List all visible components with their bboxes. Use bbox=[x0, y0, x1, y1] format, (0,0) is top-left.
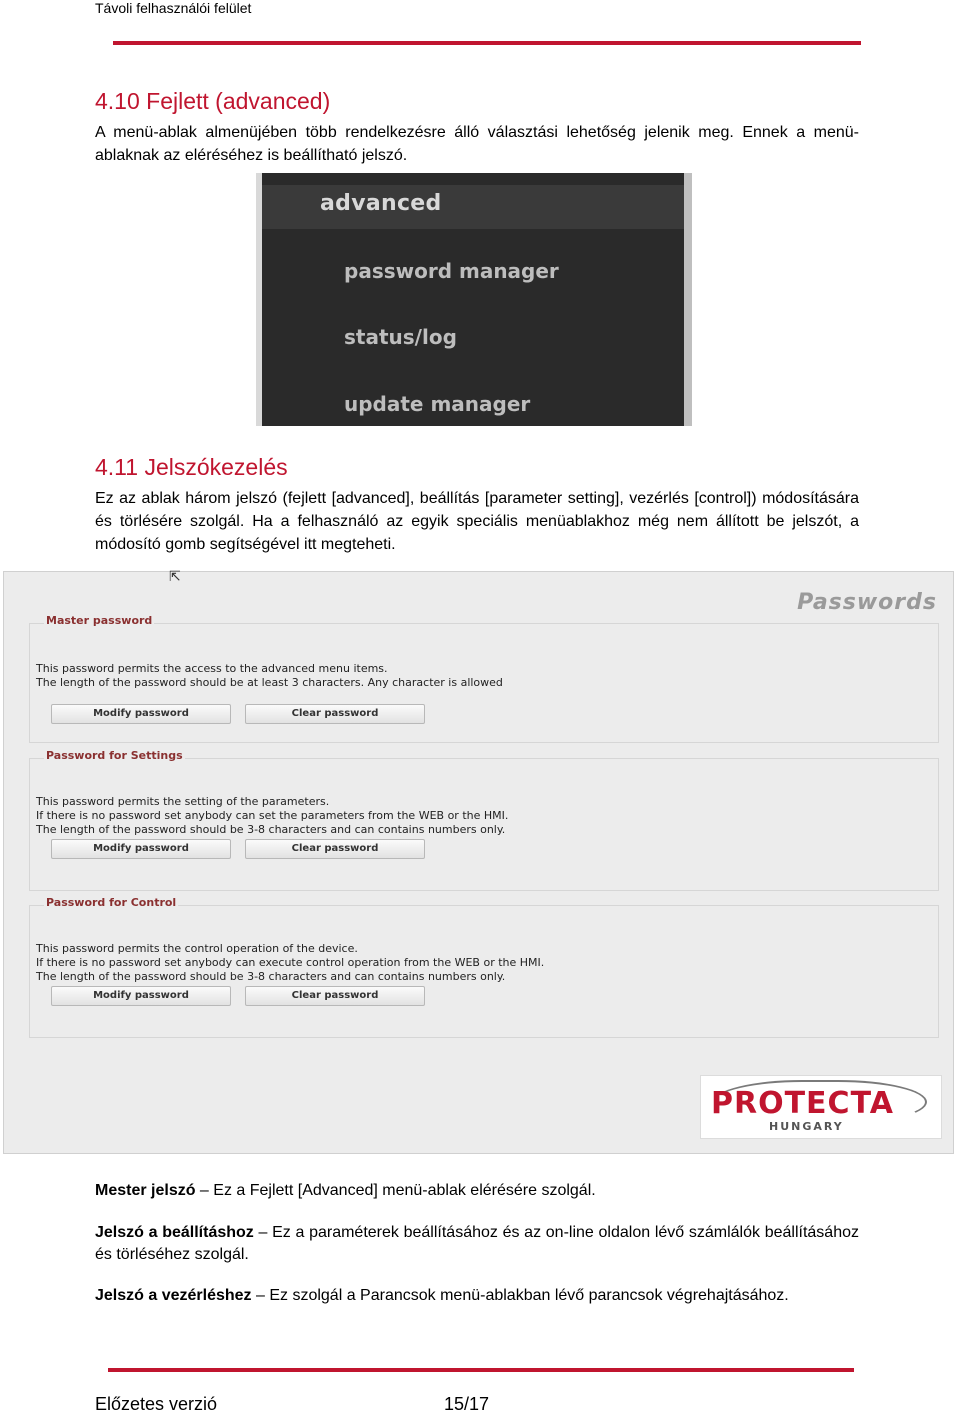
heading-passwords: 4.11 Jelszókezelés bbox=[95, 454, 288, 480]
logo-main-text: PROTECTA bbox=[711, 1086, 894, 1121]
settings-password-section bbox=[29, 749, 939, 891]
footer-version: Előzetes verzió bbox=[95, 1394, 218, 1412]
control-password-section bbox=[29, 896, 939, 1038]
definition-text: – Ez a paraméterek beállításához és az on-line oldalon lévő számlálók beállításához és törléséhez szolgál. bbox=[95, 1224, 860, 1263]
advanced-menu-screenshot bbox=[256, 173, 692, 426]
clear-settings-password-button[interactable]: Clear password bbox=[245, 839, 425, 859]
description-line: The length of the password should be at least 3 characters. Any character is allowed bbox=[36, 676, 503, 689]
menu-item-password-manager[interactable]: password manager bbox=[344, 259, 559, 283]
definition-text: – Ez a Fejlett [Advanced] menü-ablak elérésére szolgál. bbox=[195, 1182, 596, 1199]
section-description bbox=[36, 662, 503, 690]
description-line: This password permits the control operation of the device. bbox=[36, 942, 358, 955]
paragraph-advanced: A menü-ablak almenüjében több rendelkezésre álló választási lehetőség jelenik meg. Ennek a menü-ablaknak az eléréséhez is beállítható jelszó. bbox=[95, 124, 859, 164]
definition-settings-password bbox=[95, 1222, 859, 1266]
description-line: If there is no password set anybody can execute control operation from the WEB or the HMI. bbox=[36, 956, 545, 969]
description-line: The length of the password should be 3-8 characters and can contains numbers only. bbox=[36, 970, 506, 983]
paragraph-passwords: Ez az ablak három jelszó (fejlett [advanced], beállítás [parameter setting], vezérlés [control]) módosítására és törlésére szolgál. Ha a felhasználó az egyik speciális menüablakhoz még nem állított be jelszót, a módosító gomb segítségével itt megteheti. bbox=[95, 490, 859, 553]
section-label: Master password bbox=[46, 614, 153, 627]
section-label: Password for Control bbox=[46, 896, 177, 909]
footer-rule bbox=[108, 1368, 854, 1372]
definition-term: Jelszó a vezérléshez bbox=[95, 1287, 252, 1304]
mouse-cursor-icon: ⇱ bbox=[169, 568, 181, 584]
description-line: This password permits the setting of the parameters. bbox=[36, 795, 330, 808]
advanced-menu bbox=[262, 173, 686, 426]
clear-master-password-button[interactable]: Clear password bbox=[245, 704, 425, 724]
passwords-window-title: Passwords bbox=[797, 590, 937, 615]
definition-text: – Ez szolgál a Parancsok menü-ablakban lévő parancsok végrehajtásához. bbox=[251, 1287, 789, 1304]
modify-master-password-button[interactable]: Modify password bbox=[51, 704, 231, 724]
menu-item-update-manager[interactable]: update manager bbox=[344, 392, 531, 416]
definition-master-password bbox=[95, 1180, 859, 1202]
footer-page-number: 15/17 bbox=[444, 1394, 490, 1412]
menu-item-status-log[interactable]: status/log bbox=[344, 325, 457, 349]
description-line: If there is no password set anybody can set the parameters from the WEB or the HMI. bbox=[36, 809, 509, 822]
section-description bbox=[36, 942, 544, 984]
definition-term: Mester jelszó bbox=[95, 1182, 196, 1199]
logo-sub-text: HUNGARY bbox=[769, 1120, 844, 1133]
advanced-menu-title[interactable]: advanced bbox=[320, 191, 442, 216]
protecta-logo bbox=[700, 1075, 942, 1139]
header-rule bbox=[113, 41, 861, 45]
description-line: This password permits the access to the advanced menu items. bbox=[36, 662, 388, 675]
definition-term: Jelszó a beállításhoz bbox=[95, 1224, 254, 1241]
section-label: Password for Settings bbox=[46, 749, 183, 762]
section-description bbox=[36, 795, 508, 837]
description-line: The length of the password should be 3-8 characters and can contains numbers only. bbox=[36, 823, 506, 836]
header-title: Távoli felhasználói felület bbox=[95, 0, 252, 16]
menu-scrollbar[interactable] bbox=[684, 173, 692, 426]
heading-advanced: 4.10 Fejlett (advanced) bbox=[95, 88, 331, 114]
modify-settings-password-button[interactable]: Modify password bbox=[51, 839, 231, 859]
passwords-window-screenshot bbox=[3, 568, 954, 1154]
modify-control-password-button[interactable]: Modify password bbox=[51, 986, 231, 1006]
clear-control-password-button[interactable]: Clear password bbox=[245, 986, 425, 1006]
definition-control-password bbox=[95, 1285, 859, 1307]
master-password-section bbox=[29, 614, 939, 743]
